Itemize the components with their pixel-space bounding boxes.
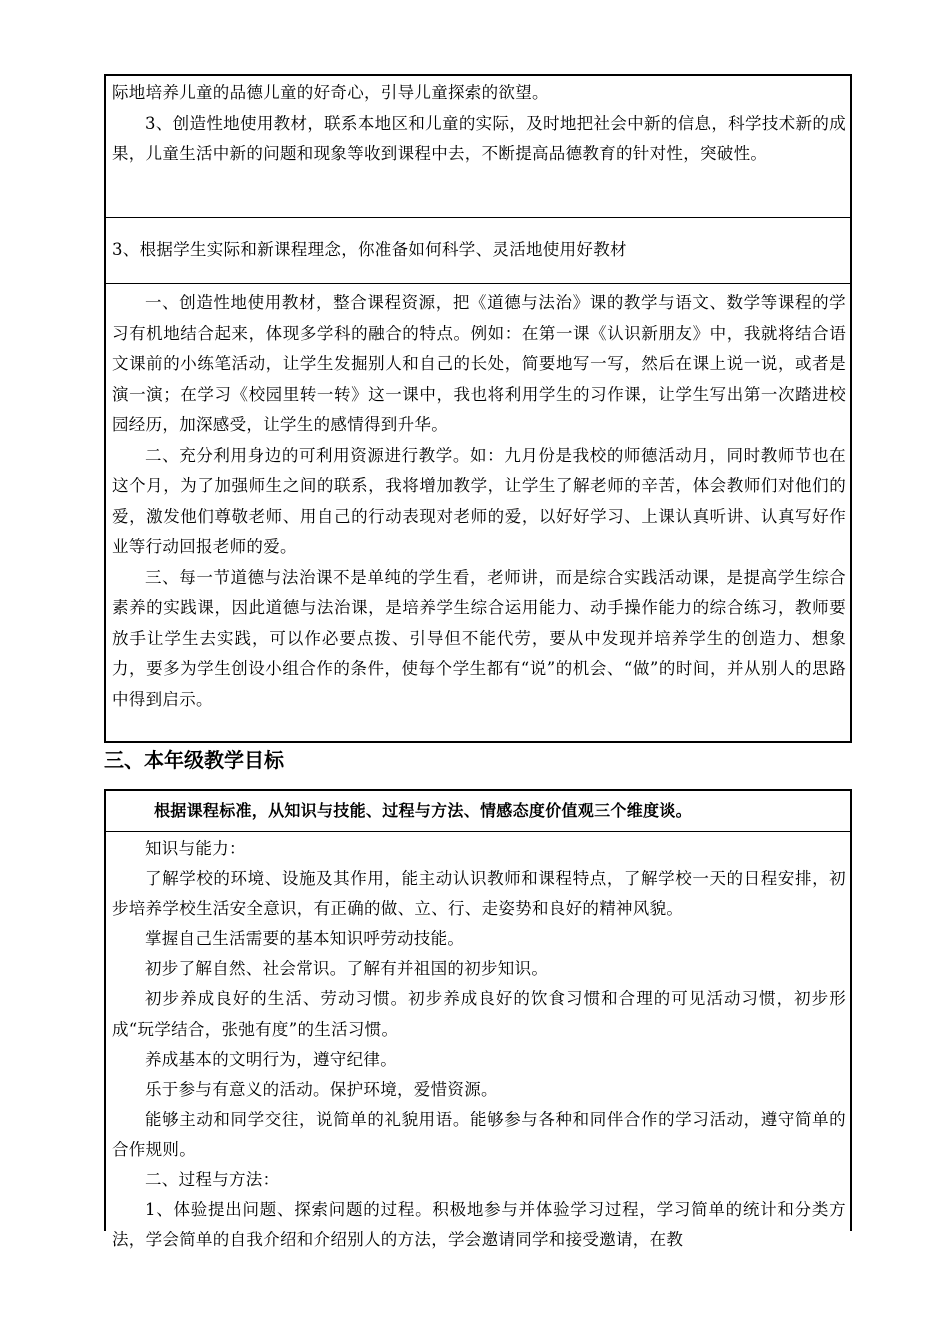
paragraph: 三、每一节道德与法治课不是单纯的学生看，老师讲，而是综合实践活动课，是提高学生综合素养的实践课，因此道德与法治课，是培养学生综合运用能力、动手操作能力的综合练习，教师要放手让学生去实践，可以作必要点拨、引导但不能代劳，要从中发现并培养学生的创造力、想象力，要多为学生创设小组合作的条件，使每个学生都有“说”的机会、“做”的时间，并从别人的思路中得到启示。 xyxy=(112,567,846,709)
paragraph: 能够主动和同学交往，说简单的礼貌用语。能够参与各种和同伴合作的学习活动，遵守简单的合作规则。 xyxy=(112,1109,846,1159)
paragraph: 知识与能力： xyxy=(145,839,246,858)
paragraph: 二、充分利用身边的可利用资源进行教学。如：九月份是我校的师德活动月，同时教师节也在这个月，为了加强师生之间的联系，我将增加教学，让学生了解老师的辛苦，体会教师们对他们的爱，激发他们尊敬老师、用自己的行动表现对老师的爱，以好好学习、上课认真听讲、认真写好作业等行动回报老师的爱。 xyxy=(112,445,846,556)
table-cell-answer xyxy=(106,283,850,741)
question-text: 3、根据学生实际和新课程理念，你准备如何科学、灵活地使用好教材 xyxy=(112,240,627,259)
table-cell-goals xyxy=(106,831,850,1255)
paragraph: 掌握自己生活需要的基本知识呼劳动技能。 xyxy=(145,929,465,949)
table-header-text: 根据课程标准，从知识与技能、过程与方法、情感态度价值观三个维度谈。 xyxy=(154,801,692,820)
paragraph: 养成基本的文明行为，遵守纪律。 xyxy=(145,1049,397,1069)
section-heading: 三、本年级教学目标 xyxy=(104,748,284,772)
paragraph: 初步养成良好的生活、劳动习惯。初步养成良好的饮食习惯和合理的可见活动习惯，初步形成“玩学结合，张弛有度”的生活习惯。 xyxy=(112,989,846,1039)
paragraph: 初步了解自然、社会常识。了解有并祖国的初步知识。 xyxy=(145,959,549,979)
table-cell-continued-text xyxy=(106,76,850,217)
paragraph: 乐于参与有意义的活动。保护环境，爱惜资源。 xyxy=(145,1079,498,1099)
paragraph: 一、创造性地使用教材，整合课程资源，把《道德与法治》课的教学与语文、数学等课程的学习有机地结合起来，体现多学科的融合的特点。例如：在第一课《认识新朋友》中，我就将结合语文课前的小练笔活动，让学生发掘别人和自己的长处，简要地写一写，然后在课上说一说，或者是演一演；在学习《校园里转一转》这一课中，我也将利用学生的习作课，让学生写出第一次踏进校园经历，加深感受，让学生的感情得到升华。 xyxy=(112,293,846,434)
paragraph: 二、过程与方法： xyxy=(145,1170,280,1190)
paragraph: 3、创造性地使用教材，联系本地区和儿童的实际，及时地把社会中新的信息，科学技术新的成果，儿童生活中新的问题和现象等收到课程中去，不断提高品德教育的针对性，突破性。 xyxy=(112,113,846,163)
table-cell-question xyxy=(106,217,850,283)
paragraph: 了解学校的环境、设施及其作用，能主动认识教师和课程特点，了解学校一天的日程安排，初步培养学校生活安全意识，有正确的做、立、行、走姿势和良好的精神风貌。 xyxy=(112,869,846,919)
paragraph: 际地培养儿童的品德儿童的好奇心，引导儿童探索的欲望。 xyxy=(112,83,549,102)
plan-table-1 xyxy=(104,74,852,743)
paragraph: 1、体验提出问题、探索问题的过程。积极地参与并体验学习过程，学习简单的统计和分类方法，学会简单的自我介绍和介绍别人的方法，学会邀请同学和接受邀请，在教 xyxy=(112,1200,846,1250)
teaching-goals-table xyxy=(104,789,852,1250)
table-header-cell xyxy=(106,791,850,831)
